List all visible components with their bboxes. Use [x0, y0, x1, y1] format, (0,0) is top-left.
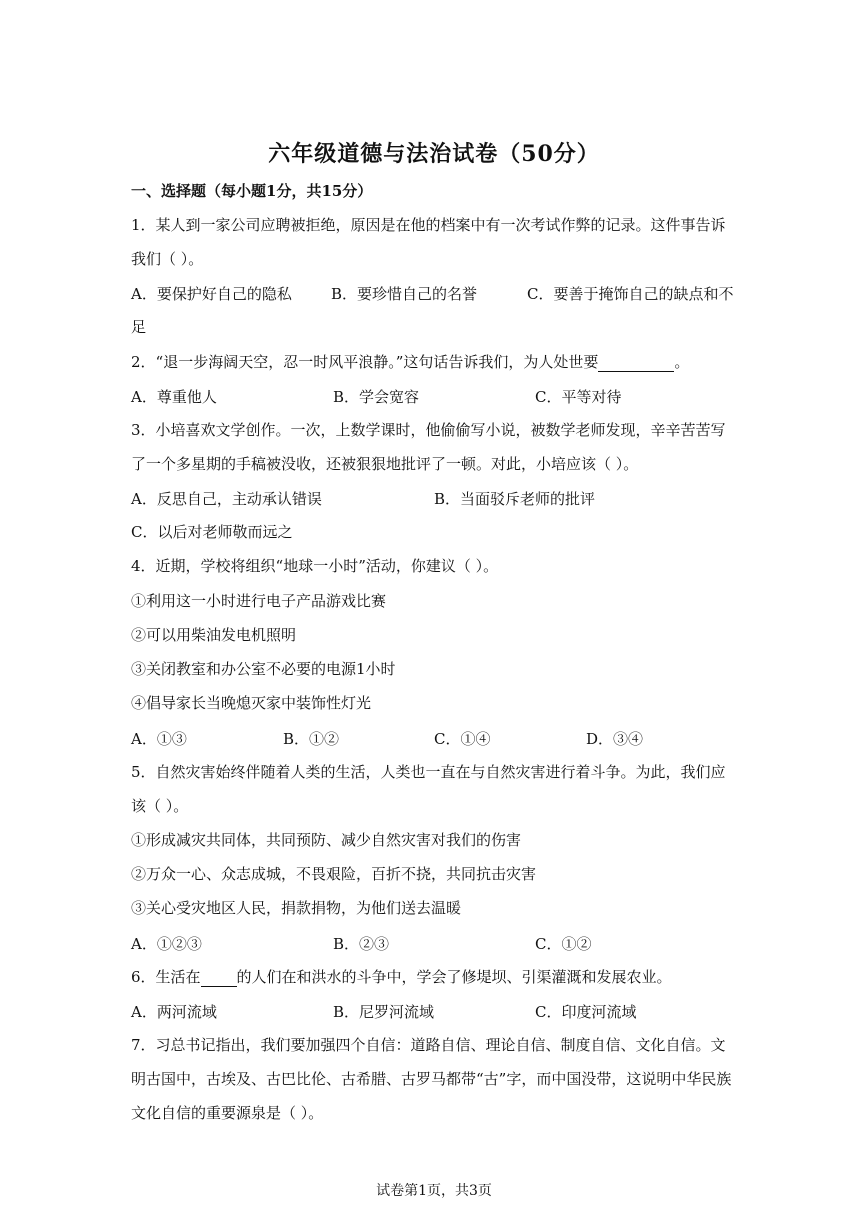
- question-7-stem-cont: 明古国中，古埃及、古巴比伦、古希腊、古罗马都带“古”字，而中国没带，这说明中华民族: [131, 1070, 732, 1088]
- question-5-stem: 5．自然灾害始终伴随着人类的生活，人类也一直在与自然灾害进行着斗争。为此，我们应: [131, 763, 726, 781]
- page-footer: 试卷第1页，共3页: [376, 1183, 492, 1199]
- option-a: A．反思自己，主动承认错误: [131, 490, 322, 508]
- section-heading: 一、选择题（每小题1分，共15分）: [131, 182, 373, 200]
- option-a: A．①②③: [131, 935, 202, 953]
- statement-4: ④倡导家长当晚熄灭家中装饰性灯光: [131, 694, 372, 712]
- question-2-text: 2．“退一步海阔天空，忍一时风平浪静。”这句话告诉我们，为人处世要: [131, 353, 599, 371]
- option-a: A．尊重他人: [131, 388, 217, 406]
- statement-1: ①形成减灾共同体，共同预防、减少自然灾害对我们的伤害: [131, 831, 522, 849]
- question-4-options: [131, 728, 751, 748]
- question-3-stem-cont: 了一个多星期的手稿被没收，还被狠狠地批评了一顿。对此，小培应该（ ）。: [131, 455, 639, 473]
- option-c: C．要善于掩饰自己的缺点和不: [527, 285, 734, 303]
- option-b: B．①②: [283, 730, 340, 748]
- question-5-options: [131, 933, 751, 953]
- question-2-options: [131, 386, 751, 406]
- option-a: A．①③: [131, 730, 187, 748]
- question-3-stem: 3．小培喜欢文学创作。一次，上数学课时，他偷偷写小说，被数学老师发现，辛辛苦苦写: [131, 421, 726, 439]
- question-7-stem: 7．习总书记指出，我们要加强四个自信：道路自信、理论自信、制度自信、文化自信。文: [131, 1036, 726, 1054]
- option-b: B．学会宽容: [333, 388, 420, 406]
- option-b: B．②③: [333, 935, 390, 953]
- option-b: B．尼罗河流域: [333, 1003, 435, 1021]
- page-title: 六年级道德与法治试卷（50分）: [268, 141, 600, 167]
- statement-1: ①利用这一小时进行电子产品游戏比赛: [131, 592, 387, 610]
- question-6-options: [131, 1001, 751, 1021]
- question-6-stem: [131, 967, 672, 987]
- statement-2: ②万众一心、众志成城，不畏艰险，百折不挠，共同抗击灾害: [131, 865, 537, 883]
- question-1-stem: 1．某人到一家公司应聘被拒绝，原因是在他的档案中有一次考试作弊的记录。这件事告诉: [131, 216, 726, 234]
- question-3-options: [131, 488, 751, 508]
- question-1-stem-cont: 我们（ ）。: [131, 250, 204, 268]
- option-b: B．当面驳斥老师的批评: [434, 490, 596, 508]
- question-1-options: [131, 283, 751, 303]
- option-d: D．③④: [586, 730, 644, 748]
- question-7-stem-end: 文化自信的重要源泉是（ ）。: [131, 1104, 324, 1122]
- option-c: C．平等对待: [535, 388, 622, 406]
- question-4-stem: 4．近期，学校将组织“地球一小时”活动，你建议（ ）。: [131, 557, 499, 575]
- option-c: C．以后对老师敬而远之: [131, 523, 293, 541]
- option-c: C．①④: [434, 730, 491, 748]
- option-c: C．印度河流域: [535, 1003, 637, 1021]
- option-b: B．要珍惜自己的名誉: [331, 285, 478, 303]
- question-2-stem: [131, 352, 689, 372]
- answer-blank: [201, 970, 237, 987]
- option-c-cont: 足: [131, 318, 147, 336]
- answer-blank: [598, 355, 674, 372]
- question-6-text-pre: 6．生活在: [131, 968, 201, 986]
- question-6-text-post: 的人们在和洪水的斗争中，学会了修堤坝、引渠灌溉和发展农业。: [236, 968, 672, 986]
- question-2-end: 。: [674, 353, 690, 371]
- statement-3: ③关闭教室和办公室不必要的电源1小时: [131, 660, 396, 678]
- question-5-stem-cont: 该（ ）。: [131, 797, 189, 815]
- option-c: C．①②: [535, 935, 592, 953]
- statement-3: ③关心受灾地区人民，捐款捐物，为他们送去温暖: [131, 899, 462, 917]
- statement-2: ②可以用柴油发电机照明: [131, 626, 297, 644]
- option-a: A．要保护好自己的隐私: [131, 285, 292, 303]
- option-a: A．两河流域: [131, 1003, 217, 1021]
